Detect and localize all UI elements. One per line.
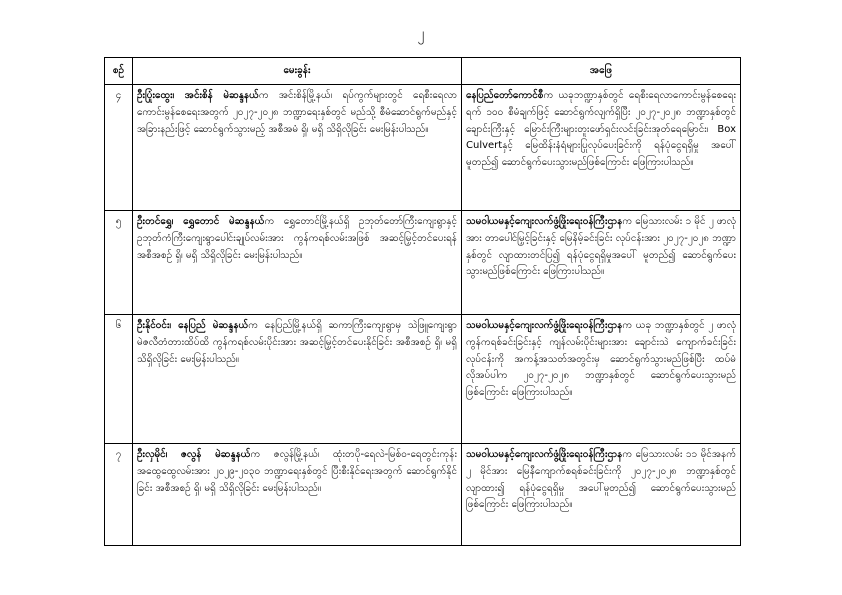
answering-body: သမဝါယမနှင့်ကျေးလက်ဖွံ့ဖြိုးရေးဝန်ကြီးဌာန bbox=[466, 449, 623, 460]
answer-text: က ယခု ဘဏ္ဍာနှစ်တွင် ၂ ဖာလုံ ကွန်ကရစ်ခင်းခြင်းနှင့် ကျန်လမ်းပိုင်းများအား ချောင်းသဲ ကျောက်ခင်းခြင်းလုပ်ငန်းကို အကန့်အသတ်အတွင်းမှ ဆောင်ရွက်သွားမည်ဖြစ်ပြီး ထပ်မံလိုအပ်ပါက ၂၀၂၇-၂၀၂၈ ဘဏ္ဍာနှစ်တွင် ဆောင်ရွက်ပေးသွားမည်ဖြစ်ကြောင်း ဖြေကြားပါသည်။ bbox=[466, 320, 736, 399]
question-answer-table bbox=[104, 57, 741, 546]
questioner-name: ဦးတင်ရွှေ၊ ရွှေတောင် မဲဆန္ဒနယ် bbox=[137, 216, 265, 227]
header-answer: အဖြေ bbox=[462, 58, 741, 85]
question-cell bbox=[133, 444, 462, 546]
answer-cell bbox=[462, 444, 741, 546]
question-text: က ရွှေတောင်မြို့နယ်ရှိ ဥဘုတ်တော်ကြီးကျေးရွာနှင့် ဥဘုတ်ကံကြီးကျေးရွာပေါင်းချုပ်လမ်းအား ကွန်ကရစ်လမ်းအဖြစ် အဆင့်မြှင့်တင်ပေးရန် အစီအစဉ် ရှိ၊ မရှိ သိရှိလိုခြင်း မေးမြန်းပါသည်။ bbox=[137, 216, 457, 261]
table-row bbox=[105, 85, 741, 211]
answer-text: က ယခုဘဏ္ဍာနှစ်တွင် ရေစီးရေလာကောင်းမွန်စေရေး ရက် ၁၀၀ စီမံချက်ဖြင့် ဆောင်ရွက်လျက်ရှိပြီး ၂၀၂၇-၂၀၂၈ ဘဏ္ဍာနှစ်တွင် ချောင်းကြီးနှင့် မြောင်းကြီးများတူးဖော်ရှင်းလင်းခြင်းအုတ်ရေမြောင်း၊ Box Culvertနှင့် မြေထိန်းနံရံများပြုလုပ်ပေးခြင်းကို ရန်ပုံငွေရရှိမှု အပေါ်မူတည်၍ ဆောင်ရွက်ပေးသွားမည်ဖြစ်ကြောင်း ဖြေကြားပါသည်။ bbox=[466, 90, 736, 169]
questioner-name: ဦးနိုင်ဝင်း၊ နေပြည် မဲဆန္ဒနယ် bbox=[137, 320, 249, 331]
questioner-name: ဦးပြုံးထွေး၊ အင်းစိန် မဲဆန္ဒနယ် bbox=[137, 90, 259, 101]
answer-cell bbox=[462, 85, 741, 211]
header-serial: စဉ် bbox=[105, 58, 133, 85]
answering-body: သမဝါယမနှင့်ကျေးလက်ဖွံ့ဖြိုးရေးဝန်ကြီးဌာန bbox=[466, 320, 623, 331]
table-header-row bbox=[105, 58, 741, 85]
question-cell bbox=[133, 211, 462, 315]
page-number: ၂ bbox=[417, 26, 425, 42]
table-row bbox=[105, 444, 741, 546]
answer-text: က မြေသားလမ်း ၁ မိုင် ၂ ဖာလုံအား တာပေါင်မြှင့်ခြင်းနှင့် မြေနိမ့်ခင်းခြင်း လုပ်ငန်းအား ၂၀၂၇-၂၀၂၈ ဘဏ္ဍာနှစ်တွင် လျာထားတင်ပြ၍ ရန်ပုံငွေရရှိမှုအပေါ် မူတည်၍ ဆောင်ရွက်ပေးသွားမည်ဖြစ်ကြောင်း ဖြေကြားပါသည်။ bbox=[466, 216, 736, 278]
questioner-name: ဦးလှမိုင်၊ ဇလွန် မဲဆန္ဒနယ် bbox=[137, 449, 251, 460]
answer-cell bbox=[462, 315, 741, 444]
question-text: က ဇလွန်မြို့နယ်၊ ထုံးတပို-ရေလဲ-မြစ်ဝ-ရေတွင်းကုန်း အထွေထွေလမ်းအား ၂၀၂၉-၂၀၃၀ ဘဏ္ဍာရေးနှစ်တွင် ပြီးစီးနိုင်ရေးအတွက် ဆောင်ရွက်နိုင်ခြင်း အစီအစဉ် ရှိ၊ မရှိ သိရှိလိုခြင်း မေးမြန်းပါသည်။ bbox=[137, 449, 457, 494]
answering-body: သမဝါယမနှင့်ကျေးလက်ဖွံ့ဖြိုးရေးဝန်ကြီးဌာန bbox=[466, 216, 623, 227]
question-cell bbox=[133, 315, 462, 444]
row-serial: ၆ bbox=[105, 315, 133, 444]
answering-body: နေပြည်တော်ကောင်စီ bbox=[466, 90, 544, 101]
question-text: က နေပြည်မြို့နယ်ရှိ ဆကာကြီးကျေးရွာမှ သဲဖြူကျေးရွာ မဲဇလီတံတားထိပ်ထိ ကွန်ကရစ်လမ်းပိုင်းအား အဆင့်မြှင့်တင်ပေးနိုင်ခြင်း အစီအစဉ် ရှိ၊ မရှိ သိရှိလိုခြင်း မေးမြန်းပါသည်။ bbox=[137, 320, 457, 365]
answer-cell bbox=[462, 211, 741, 315]
row-serial: ၇ bbox=[105, 444, 133, 546]
row-serial: ၅ bbox=[105, 211, 133, 315]
question-cell bbox=[133, 85, 462, 211]
table-row bbox=[105, 211, 741, 315]
answer-text: က မြေသားလမ်း ၁၁ မိုင်အနက် ၂ မိုင်အား မြေနီကျောက်စရစ်ခင်းခြင်းကို ၂၀၂၇-၂၀၂၈ ဘဏ္ဍာနှစ်တွင် လျာထား၍ ရန်ပုံငွေရရှိမှု အပေါ်မူတည်၍ ဆောင်ရွက်ပေးသွားမည်ဖြစ်ကြောင်း ဖြေကြားပါသည်။ bbox=[466, 449, 736, 511]
row-serial: ၄ bbox=[105, 85, 133, 211]
table-row bbox=[105, 315, 741, 444]
header-question: မေးခွန်း bbox=[133, 58, 462, 85]
question-text: က အင်းစိန်မြို့နယ်၊ ရပ်ကွက်များတွင် ရေစီးရေလာ ကောင်းမွန်စေရေးအတွက် ၂၀၂၇-၂၀၂၈ ဘဏ္ဍာရေးနှစ်တွင် မည်သို့ စီမံဆောင်ရွက်မည်နှင့် အခြားနည်းဖြင့် ဆောင်ရွက်သွားမည့် အစီအမံ ရှိ၊ မရှိ သိရှိလိုခြင်း မေးမြန်းပါသည်။ bbox=[137, 90, 458, 135]
